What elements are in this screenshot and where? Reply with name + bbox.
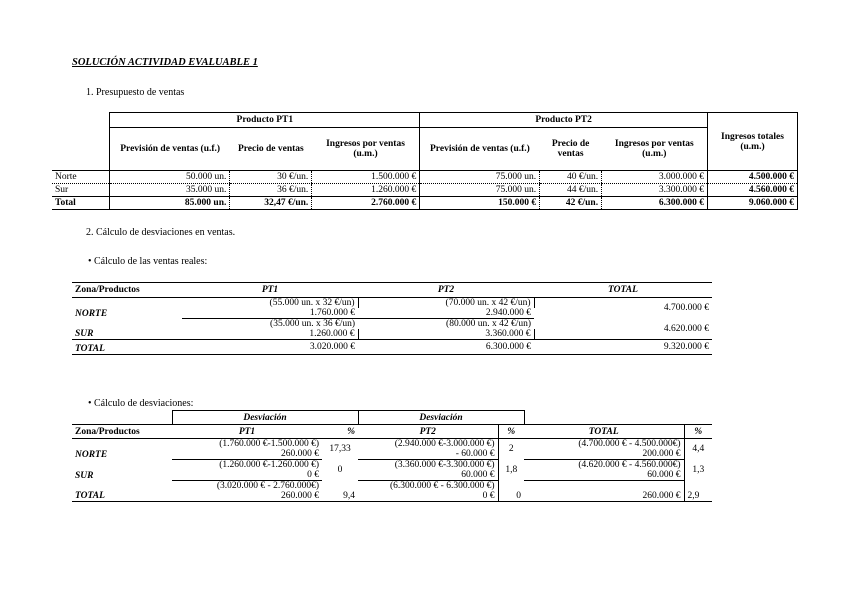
total-income-header: Ingresos totales (u.m.) xyxy=(708,113,798,171)
pt2-income: 6.300.000 € xyxy=(602,197,708,210)
zone-label: Sur xyxy=(55,185,69,195)
zone-label: NORTE xyxy=(75,449,108,460)
pt2-pct: 1,8 xyxy=(498,460,524,481)
pt1-income: 1.500.000 € xyxy=(312,171,420,184)
pt2-calc: (70.000 un. x 42 €/un) xyxy=(358,298,534,309)
pt2-forecast: 75.000 un. xyxy=(420,171,540,184)
zone-products-header: Zona/Productos xyxy=(72,283,182,298)
table-row xyxy=(72,298,712,309)
pt2-price: 42 €/un. xyxy=(540,197,602,210)
pt2-income: 3.000.000 € xyxy=(602,171,708,184)
pt1-price: 30 €/un. xyxy=(230,171,312,184)
pt2-header: PT2 xyxy=(358,283,534,298)
pt2-header: PT2 xyxy=(358,425,498,439)
section-budget-heading: 1. Presupuesto de ventas xyxy=(86,87,185,98)
pt2-value: 3.360.000 € xyxy=(358,329,534,340)
table-row xyxy=(52,171,798,184)
pt1-forecast: 85.000 un. xyxy=(110,197,230,210)
pt1-calc: (1.260.000 €-1.260.000 €) xyxy=(219,460,319,470)
zone-label: NORTE xyxy=(75,308,108,319)
total-header: TOTAL xyxy=(534,283,712,298)
pt2-income: 3.300.000 € xyxy=(602,184,708,197)
pt2-calc: (3.360.000 €-3.300.000 €) xyxy=(394,460,495,470)
pt1-pct-header: % xyxy=(322,425,358,439)
total-income: 4.500.000 € xyxy=(708,171,798,184)
total-pct-header: % xyxy=(684,425,712,439)
pt2-value: 60.000 € xyxy=(358,470,498,481)
pt2-forecast: 75.000 un. xyxy=(420,184,540,197)
total-value: 4.700.000 € xyxy=(663,303,709,314)
total-value: 260.000 € xyxy=(524,491,684,502)
pt1-deviation-header: Desviación xyxy=(172,411,358,425)
pt2-value: 0 € xyxy=(358,491,498,502)
table-row xyxy=(52,184,798,197)
pt1-income: 2.760.000 € xyxy=(312,197,420,210)
total-income: 4.560.000 € xyxy=(708,184,798,197)
pt1-price-header: Precio de ventas xyxy=(230,128,312,171)
pt1-forecast: 35.000 un. xyxy=(110,184,230,197)
pt1-pct: 17,33 xyxy=(329,444,351,455)
pt2-calc: (2.940.000 €-3.000.000 €) xyxy=(394,439,495,449)
total-header: TOTAL xyxy=(524,425,684,439)
total-calc: (4.700.000 € - 4.500.000€) xyxy=(578,439,681,449)
pt2-value: 2.940.000 € xyxy=(358,308,534,319)
section-deviations-heading: 2. Cálculo de desviaciones en ventas. xyxy=(86,227,236,238)
zone-label: SUR xyxy=(75,329,94,339)
total-value: 60.000 € xyxy=(524,470,684,481)
pt1-income-header: Ingresos por ventas (u.m.) xyxy=(312,128,420,171)
document-title: SOLUCIÓN ACTIVIDAD EVALUABLE 1 xyxy=(72,57,258,68)
pt1-value: 3.020.000 € xyxy=(182,340,358,355)
real-sales-bullet: • Cálculo de las ventas reales: xyxy=(88,256,208,267)
pt2-calc: (6.300.000 € - 6.300.000 €) xyxy=(390,481,495,491)
pt2-price-header: Precio de ventas xyxy=(540,128,602,171)
pt1-header: PT1 xyxy=(182,283,358,298)
deviations-table xyxy=(72,410,712,502)
pt2-pct: 0 xyxy=(498,481,524,502)
pt2-calc: (80.000 un. x 42 €/un) xyxy=(446,319,531,329)
total-pct: 1,3 xyxy=(684,460,712,481)
zone-label: TOTAL xyxy=(72,340,182,355)
table-row xyxy=(72,460,712,471)
total-value: 4.620.000 € xyxy=(663,323,709,334)
pt1-value: 260.000 € xyxy=(172,491,322,502)
pt1-calc: (1.760.000 €-1.500.000 €) xyxy=(219,439,319,449)
total-calc xyxy=(524,481,684,492)
group-pt2-header: Producto PT2 xyxy=(420,113,708,128)
pt1-price: 36 €/un. xyxy=(230,184,312,197)
pt2-income-header: Ingresos por ventas (u.m.) xyxy=(602,128,708,171)
table-row-total xyxy=(72,340,712,355)
pt1-calc: (35.000 un. x 36 €/un) xyxy=(270,319,355,329)
zone-label: Norte xyxy=(52,171,110,184)
total-calc: (4.620.000 € - 4.560.000€) xyxy=(578,460,681,470)
pt1-price: 32,47 €/un. xyxy=(230,197,312,210)
zone-label: Total xyxy=(52,197,110,210)
pt2-pct: 2 xyxy=(498,439,524,460)
pt2-price: 40 €/un. xyxy=(540,171,602,184)
zone-products-header: Zona/Productos xyxy=(72,425,172,439)
zone-label: TOTAL xyxy=(72,481,172,502)
pt1-forecast: 50.000 un. xyxy=(110,171,230,184)
real-sales-table xyxy=(72,282,712,355)
pt1-value: 260.000 € xyxy=(172,449,322,460)
table-row xyxy=(72,319,712,330)
total-value: 9.320.000 € xyxy=(534,340,712,355)
total-value: 200.000 € xyxy=(524,449,684,460)
pt1-value: 1.260.000 € xyxy=(182,329,358,340)
pt1-calc: (55.000 un. x 32 €/un) xyxy=(182,298,358,309)
pt1-pct: 0 xyxy=(337,465,343,475)
total-pct: 2,9 xyxy=(684,481,712,502)
pt2-forecast-header: Previsión de ventas (u.f.) xyxy=(420,128,540,171)
pt1-value: 0 € xyxy=(172,470,322,481)
pt1-header: PT1 xyxy=(172,425,322,439)
pt2-value: - 60.000 € xyxy=(358,449,498,460)
zone-label: SUR xyxy=(75,470,94,481)
pt2-value: 6.300.000 € xyxy=(358,340,534,355)
pt2-deviation-header: Desviación xyxy=(358,411,524,425)
pt2-pct-header: % xyxy=(498,425,524,439)
pt1-pct: 9,4 xyxy=(322,481,358,502)
table-row-total xyxy=(72,481,712,492)
table-row xyxy=(72,439,712,450)
group-pt1-header: Producto PT1 xyxy=(110,113,420,128)
total-pct: 4,4 xyxy=(684,439,712,460)
pt1-calc: (3.020.000 € - 2.760.000€) xyxy=(216,481,319,491)
deviations-bullet: • Cálculo de desviaciones: xyxy=(88,398,194,409)
sales-budget-table xyxy=(52,112,798,210)
pt1-forecast-header: Previsión de ventas (u.f.) xyxy=(110,128,230,171)
pt2-price: 44 €/un. xyxy=(540,184,602,197)
pt2-forecast: 150.000 € xyxy=(420,197,540,210)
pt1-income: 1.260.000 € xyxy=(312,184,420,197)
total-income: 9.060.000 € xyxy=(708,197,798,210)
table-row-total xyxy=(52,197,798,210)
pt1-value: 1.760.000 € xyxy=(182,308,358,319)
